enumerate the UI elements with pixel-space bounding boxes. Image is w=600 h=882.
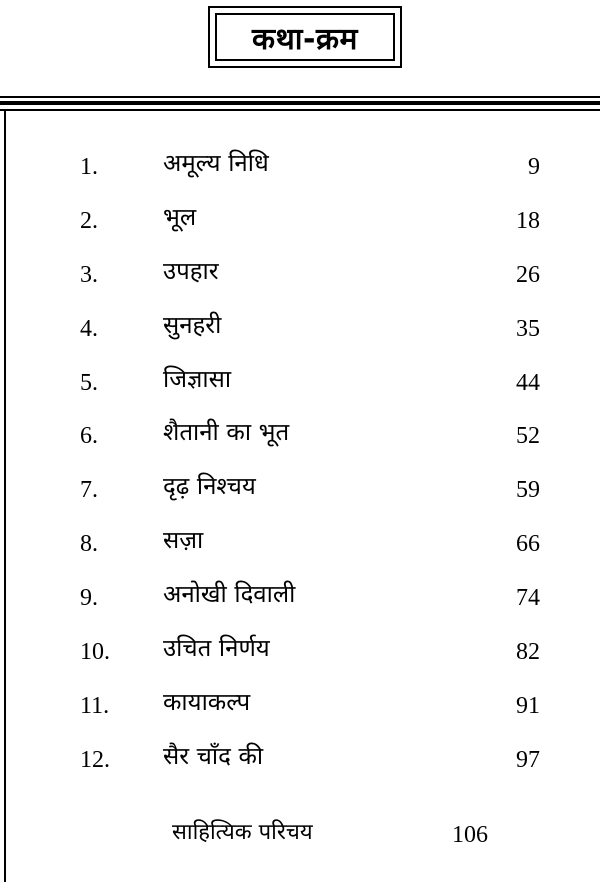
entry-number: 9.	[80, 585, 98, 612]
contents-row	[0, 625, 600, 679]
entry-title: भूल	[163, 202, 197, 231]
entry-number: 12.	[80, 746, 110, 773]
title-frame-inner	[215, 13, 395, 61]
entry-page: 97	[516, 746, 540, 773]
contents-row	[0, 733, 600, 787]
entry-title: अनोखी दिवाली	[163, 580, 296, 609]
top-rule-thick	[0, 101, 600, 105]
title-frame	[208, 6, 402, 68]
contents-row	[0, 571, 600, 625]
contents-row	[0, 409, 600, 463]
entry-page: 59	[516, 477, 540, 504]
appendix-title: साहित्यिक परिचय	[172, 820, 313, 845]
entry-number: 11.	[80, 692, 110, 719]
contents-row	[0, 679, 600, 733]
entry-page: 82	[516, 639, 540, 666]
entry-number: 7.	[80, 477, 98, 504]
entry-number: 1.	[80, 154, 98, 180]
entry-page: 26	[516, 261, 540, 288]
entry-page: 52	[516, 423, 540, 450]
entry-number: 3.	[80, 261, 98, 288]
entry-title: सुनहरी	[163, 310, 222, 339]
entry-title: सज़ा	[163, 526, 204, 555]
appendix-row	[0, 812, 600, 860]
entry-title: दृढ़ निश्चय	[163, 472, 256, 501]
appendix-page: 106	[452, 822, 488, 848]
entry-page: 9	[528, 154, 540, 180]
entry-number: 8.	[80, 531, 98, 558]
contents-list	[0, 140, 600, 787]
entry-page: 66	[516, 531, 540, 558]
contents-row	[0, 517, 600, 571]
entry-page: 91	[516, 692, 540, 719]
top-rule-bottom	[0, 109, 600, 111]
entry-number: 5.	[80, 369, 98, 396]
entry-title: उपहार	[163, 256, 219, 285]
entry-title: जिज्ञासा	[163, 364, 232, 393]
entry-title: शैतानी का भूत	[163, 418, 290, 447]
entry-number: 4.	[80, 315, 98, 342]
entry-title: अमूल्य निधि	[163, 149, 269, 177]
entry-title: उचित निर्णय	[163, 634, 270, 663]
entry-title: कायाकल्प	[163, 687, 251, 716]
entry-page: 74	[516, 585, 540, 612]
contents-row	[0, 140, 600, 194]
entry-page: 18	[516, 207, 540, 234]
entry-number: 10.	[80, 639, 110, 666]
contents-row	[0, 463, 600, 517]
entry-title: सैर चाँद की	[163, 741, 264, 770]
page-title: कथा-क्रम	[252, 21, 358, 57]
contents-row	[0, 194, 600, 248]
entry-number: 2.	[80, 207, 98, 234]
entry-number: 6.	[80, 423, 98, 450]
entry-page: 35	[516, 315, 540, 342]
contents-row	[0, 356, 600, 410]
entry-page: 44	[516, 369, 540, 396]
top-rule-thin	[0, 96, 600, 98]
contents-row	[0, 302, 600, 356]
contents-row	[0, 248, 600, 302]
